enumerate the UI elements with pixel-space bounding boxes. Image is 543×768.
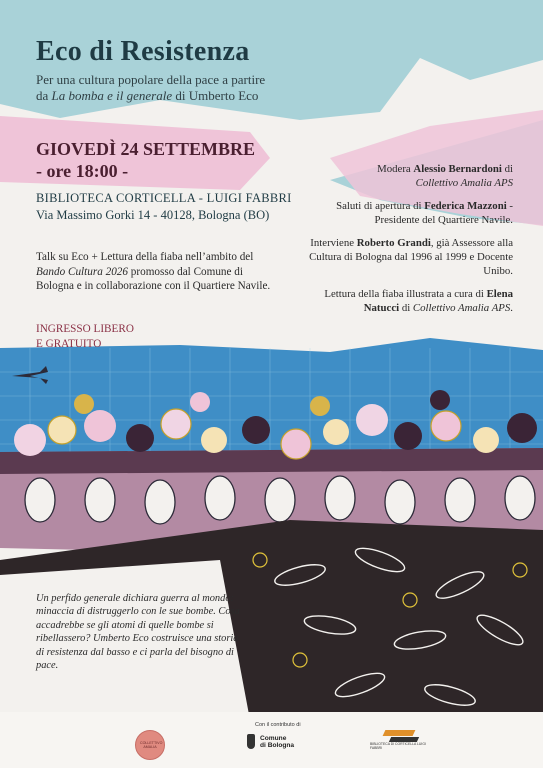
talk-part1: Talk su Eco + Lettura della fiaba nell’ambito del bbox=[36, 251, 254, 263]
moderator-prefix: Modera bbox=[377, 163, 414, 175]
speaker-suffix: , già Assessore alla Cultura di Bologna dal 1996 al 1999 e Docente Unibo. bbox=[309, 237, 513, 277]
subtitle-book: La bomba e il generale bbox=[51, 88, 173, 103]
talk-part2: promosso dal Comune di Bologna e in collaborazione con il Quartiere Navile. bbox=[36, 265, 271, 292]
venue-address: Via Massimo Gorki 14 - 40128, Bologna (BO) bbox=[36, 208, 270, 222]
speaker bbox=[291, 236, 513, 278]
comune-crest-icon bbox=[247, 734, 255, 749]
story-quote: Un perfido generale dichiara guerra al mondo: minaccia di distruggerlo con le sue bombe. Cosa accadrebbe se gli atomi di quelle bombe si ribellassero? Umberto Eco costruisce una storia di resistenza dal basso e ci parla del bisogno di pace. bbox=[36, 593, 240, 672]
biblio-logo-text: BIBLIOTECA DI CORTICELLA LUIGI FABBRI bbox=[370, 742, 426, 750]
reading-prefix: Lettura della fiaba illustrata a cura di bbox=[324, 288, 487, 300]
moderator-suffix: di bbox=[501, 163, 513, 175]
reading-end: . bbox=[510, 302, 513, 314]
speaker-prefix: Interviene bbox=[310, 237, 357, 249]
greeting bbox=[291, 199, 513, 227]
page-title: Eco di Resistenza bbox=[36, 36, 250, 67]
venue bbox=[36, 190, 292, 224]
subtitle-line1: Per una cultura popolare della pace a partire bbox=[36, 72, 266, 87]
admission-line2: E GRATUITO bbox=[36, 337, 102, 350]
biblioteca-logo bbox=[370, 730, 425, 752]
comune-line2: di Bologna bbox=[260, 742, 295, 749]
event-time: - ore 18:00 - bbox=[36, 161, 129, 181]
speakers-list bbox=[291, 162, 513, 324]
subtitle bbox=[36, 72, 376, 104]
reading-org: Collettivo Amalia APS bbox=[412, 302, 511, 314]
talk-bando: Bando Cultura 2026 bbox=[36, 265, 128, 278]
reading bbox=[291, 287, 513, 315]
moderator bbox=[291, 162, 513, 190]
event-date: GIOVEDÌ 24 SETTEMBRE bbox=[36, 139, 256, 159]
collettivo-logo bbox=[135, 730, 165, 760]
seeds bbox=[25, 476, 535, 524]
speaker-name: Roberto Grandi bbox=[356, 237, 431, 249]
comune-text bbox=[260, 735, 294, 749]
subtitle-da: da bbox=[36, 88, 52, 103]
reading-mid: di bbox=[399, 302, 413, 314]
contribution-label: Con il contributo di bbox=[255, 722, 301, 728]
greeting-prefix: Saluti di apertura di bbox=[336, 200, 425, 212]
greeting-suffix: - Presidente del Quartiere Navile. bbox=[374, 200, 513, 226]
talk-description bbox=[36, 250, 276, 294]
greeting-name: Federica Mazzoni bbox=[424, 200, 507, 212]
collettivo-logo-text: COLLETTIVO AMALIA bbox=[140, 741, 163, 749]
soil-band-dark bbox=[0, 448, 543, 474]
comune-line1: Comune bbox=[260, 735, 287, 742]
moderator-org: Collettivo Amalia APS bbox=[415, 177, 513, 189]
subtitle-author: di Umberto Eco bbox=[172, 88, 259, 103]
reading-name: Elena Natucci bbox=[363, 288, 513, 314]
venue-name: BIBLIOTECA CORTICELLA - LUIGI FABBRI bbox=[36, 191, 292, 205]
biblio-logo-bar-orange bbox=[383, 730, 416, 736]
moderator-name: Alessio Bernardoni bbox=[413, 163, 502, 175]
admission bbox=[36, 322, 134, 351]
admission-line1: INGRESSO LIBERO bbox=[36, 323, 134, 335]
